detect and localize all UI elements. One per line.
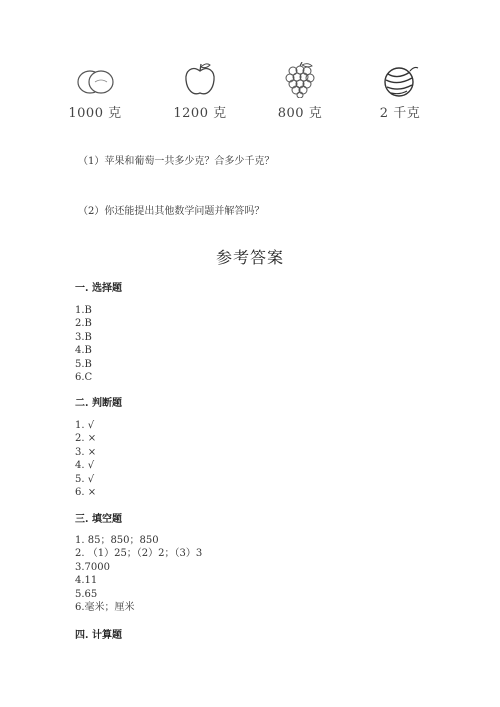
- list-item: 2.B: [75, 318, 92, 330]
- section-heading-choice: 一. 选择题: [75, 283, 122, 294]
- list-item: 6.毫米；厘米: [75, 601, 135, 613]
- section-heading-calc: 四. 计算题: [75, 630, 122, 641]
- fruit-weight: 1000 克: [68, 106, 122, 121]
- fruit-weight: 800 克: [277, 106, 323, 121]
- answer-list-judge: [75, 419, 96, 499]
- list-item: 1. 85；850；850: [75, 535, 159, 546]
- question-2: （2）你还能提出其他数学问题并解答吗？: [78, 206, 265, 217]
- answer-list-choice: [75, 304, 92, 384]
- list-item: 1. √: [75, 420, 95, 431]
- list-item: 1.B: [75, 305, 92, 316]
- list-item: 6. ×: [75, 486, 97, 498]
- fruit-item-apple: [165, 62, 235, 121]
- watermelon-icon: [380, 62, 420, 98]
- question-1: （1）苹果和葡萄一共多少克？合多少千克？: [78, 156, 275, 167]
- fruit-item-orange: [60, 62, 130, 121]
- list-item: 5. √: [75, 473, 95, 485]
- apple-icon: [180, 62, 220, 98]
- list-item: 5.B: [75, 358, 92, 370]
- list-item: 3.B: [75, 331, 92, 343]
- fruit-weight: 2 千克: [379, 106, 421, 121]
- list-item: 5.65: [75, 588, 98, 600]
- list-item: 3.7000: [75, 561, 110, 573]
- list-item: 2. （1）25；（2）2；（3）3: [75, 548, 203, 560]
- fruit-row: [60, 62, 440, 122]
- fruit-item-watermelon: [365, 62, 435, 121]
- fruit-weight: 1200 克: [173, 106, 227, 121]
- grapes-icon: [280, 62, 320, 98]
- answer-list-fill: [75, 534, 202, 614]
- list-item: 3. ×: [75, 446, 97, 458]
- section-heading-judge: 二. 判断题: [75, 398, 122, 409]
- list-item: 4.B: [75, 345, 92, 357]
- orange-icon: [75, 62, 115, 98]
- section-heading-fill: 三. 填空题: [75, 514, 122, 525]
- list-item: 2. ×: [75, 433, 97, 445]
- list-item: 6.C: [75, 371, 93, 383]
- list-item: 4.11: [75, 575, 98, 587]
- list-item: 4. √: [75, 460, 95, 472]
- fruit-item-grapes: [265, 62, 335, 121]
- answer-title: 参考答案: [215, 248, 284, 267]
